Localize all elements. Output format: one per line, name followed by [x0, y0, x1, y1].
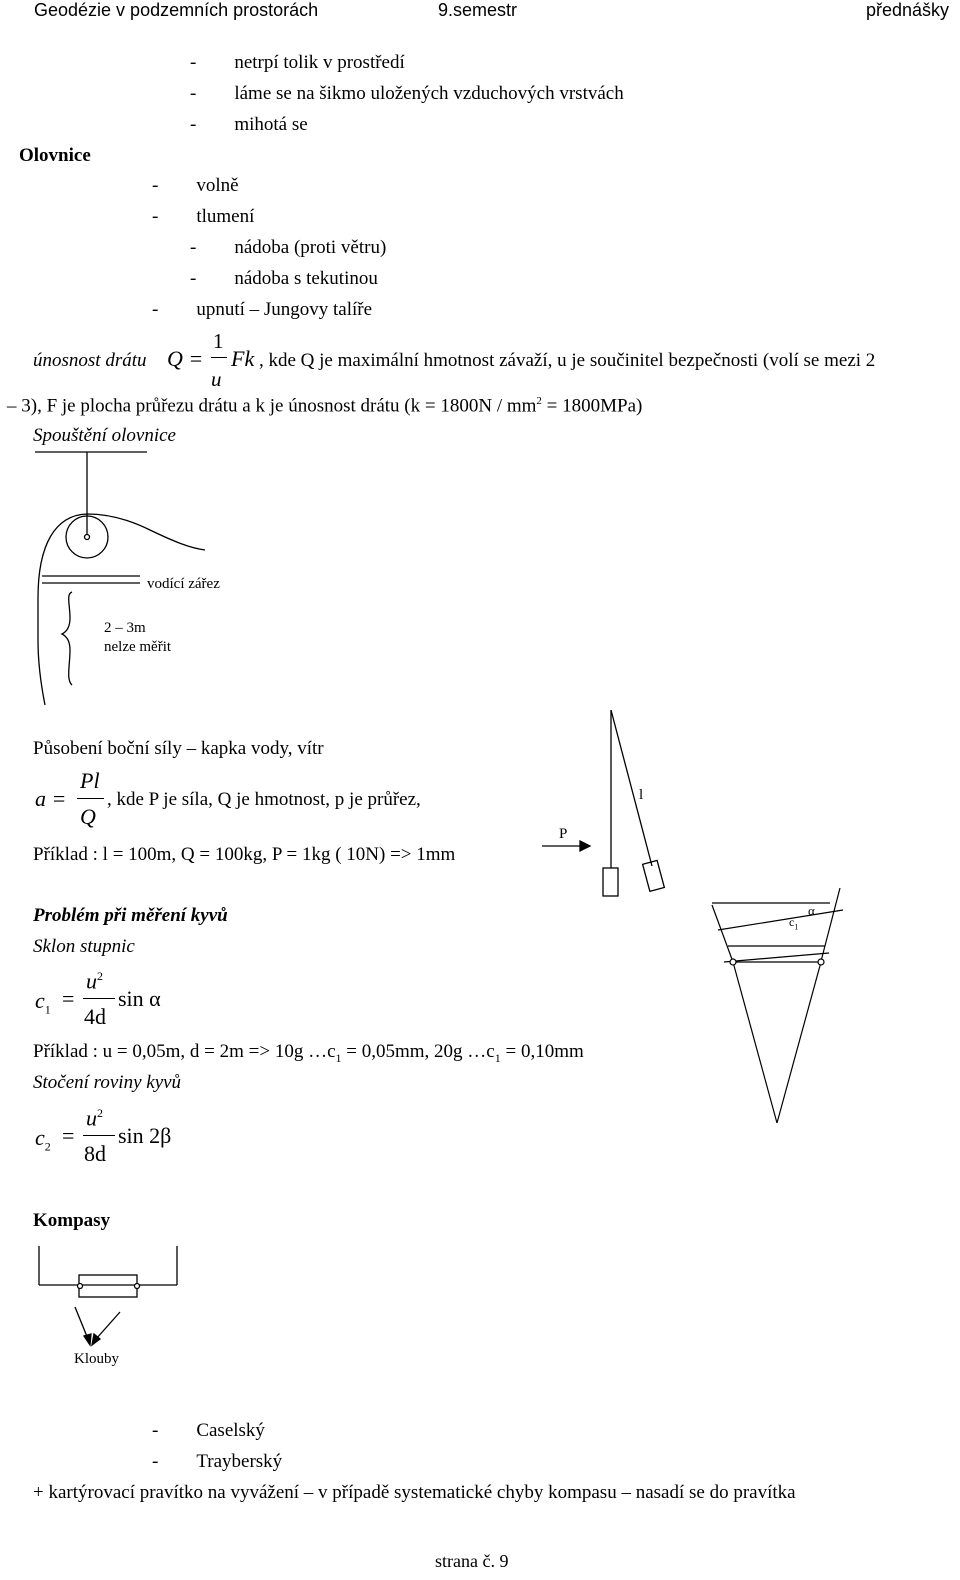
- formula-q-denominator: u: [211, 367, 222, 391]
- formula-c1-denominator: 4d: [84, 1004, 106, 1029]
- formula-c2-lhs: $c_2$: [35, 1125, 51, 1154]
- label-l: l: [639, 787, 644, 803]
- kompas-diagram: [39, 1246, 177, 1345]
- page-number: strana č. 9: [435, 1551, 509, 1571]
- bocni-text: , kde P je síla, Q je hmotnost, p je průřez,: [107, 789, 421, 810]
- kompas-item: - Trayberský: [152, 1451, 283, 1472]
- kyvy-heading: Problém při měření kyvů: [33, 905, 228, 926]
- kompas-note: + kartýrovací pravítko na vyvážení – v případě systematické chyby kompasu – nasadí se do pravítka: [33, 1482, 796, 1503]
- label-nelze-merit: nelze měřit: [104, 639, 172, 655]
- label-p: P: [559, 826, 568, 842]
- formula-c2-equals: =: [62, 1123, 75, 1148]
- formula-a-denominator: Q: [80, 804, 96, 829]
- fraction-line: [83, 998, 115, 999]
- unosnost-text-1: , kde Q je maximální hmotnost závaží, u je součinitel bezpečnosti (volí se mezi 2: [259, 350, 876, 371]
- formula-c1-numerator: $u^2$: [86, 968, 103, 994]
- label-alpha: α: [808, 903, 815, 918]
- header-title: Geodézie v podzemních prostorách: [34, 0, 319, 20]
- header-type: přednášky: [866, 0, 950, 20]
- spousteni-heading: Spouštění olovnice: [33, 425, 176, 446]
- label-klouby: Klouby: [74, 1351, 119, 1367]
- formula-a-lhs: a =: [35, 786, 67, 811]
- stoceni-heading: Stočení roviny kyvů: [33, 1072, 182, 1093]
- olovnice-subitem: - nádoba s tekutinou: [190, 268, 378, 289]
- label-c1: $c_1$: [789, 915, 799, 932]
- formula-c2-numerator: $u^2$: [86, 1105, 103, 1131]
- fraction-line: [77, 798, 104, 799]
- kompasy-heading: Kompasy: [33, 1210, 111, 1231]
- unosnost-label: únosnost drátu: [33, 350, 147, 371]
- formula-c1-rhs: sin α: [118, 986, 161, 1011]
- fraction-line: [83, 1135, 115, 1136]
- formula-c2-denominator: 8d: [84, 1141, 106, 1166]
- intro-item: - láme se na šikmo uložených vzduchových vrstvách: [190, 83, 624, 104]
- formula-c1-equals: =: [62, 986, 75, 1011]
- formula-c1-lhs: $c_1$: [35, 988, 51, 1017]
- intro-item: - mihotá se: [190, 114, 308, 135]
- unosnost-text-2: – 3), F je plocha průřezu drátu a k je únosnost drátu $(k = 1800N / mm^2 = 1800MPa)$: [7, 395, 643, 417]
- olovnice-subitem: - nádoba (proti větru): [190, 237, 387, 258]
- formula-c2-rhs: sin 2β: [118, 1123, 172, 1148]
- formula-a-numerator: Pl: [80, 768, 100, 793]
- intro-item: - netrpí tolik v prostředí: [190, 52, 405, 73]
- triangle-diagram: [712, 888, 843, 1123]
- kompas-item: - Caselský: [152, 1420, 265, 1441]
- section-heading-olovnice: Olovnice: [19, 145, 91, 166]
- olovnice-item: - upnutí – Jungovy talíře: [152, 299, 373, 320]
- label-vodici-zarez: vodící zářez: [147, 576, 220, 592]
- formula-q-lhs: Q =: [167, 346, 204, 371]
- label-range: 2 – 3m: [104, 620, 146, 636]
- bocni-example: Příklad : l = 100m, Q = 100kg, P = 1kg ( 10N) => 1mm: [33, 844, 456, 865]
- sklon-heading: Sklon stupnic: [33, 936, 135, 957]
- pendulum-diagram: [542, 710, 664, 896]
- olovnice-item: - tlumení: [152, 206, 255, 227]
- kyvy-example: Příklad : u = 0,05m, d = 2m => 10g $\dots c_1 = 0,05mm$, 20g $\dots c_1 = 0,10mm$: [33, 1041, 584, 1065]
- header-semester: 9.semestr: [438, 0, 518, 20]
- formula-q-rhs: Fk: [231, 346, 255, 371]
- formula-q-numerator: 1: [213, 329, 224, 353]
- bocni-heading: Působení boční síly – kapka vody, vítr: [33, 738, 324, 759]
- olovnice-item: - volně: [152, 175, 239, 196]
